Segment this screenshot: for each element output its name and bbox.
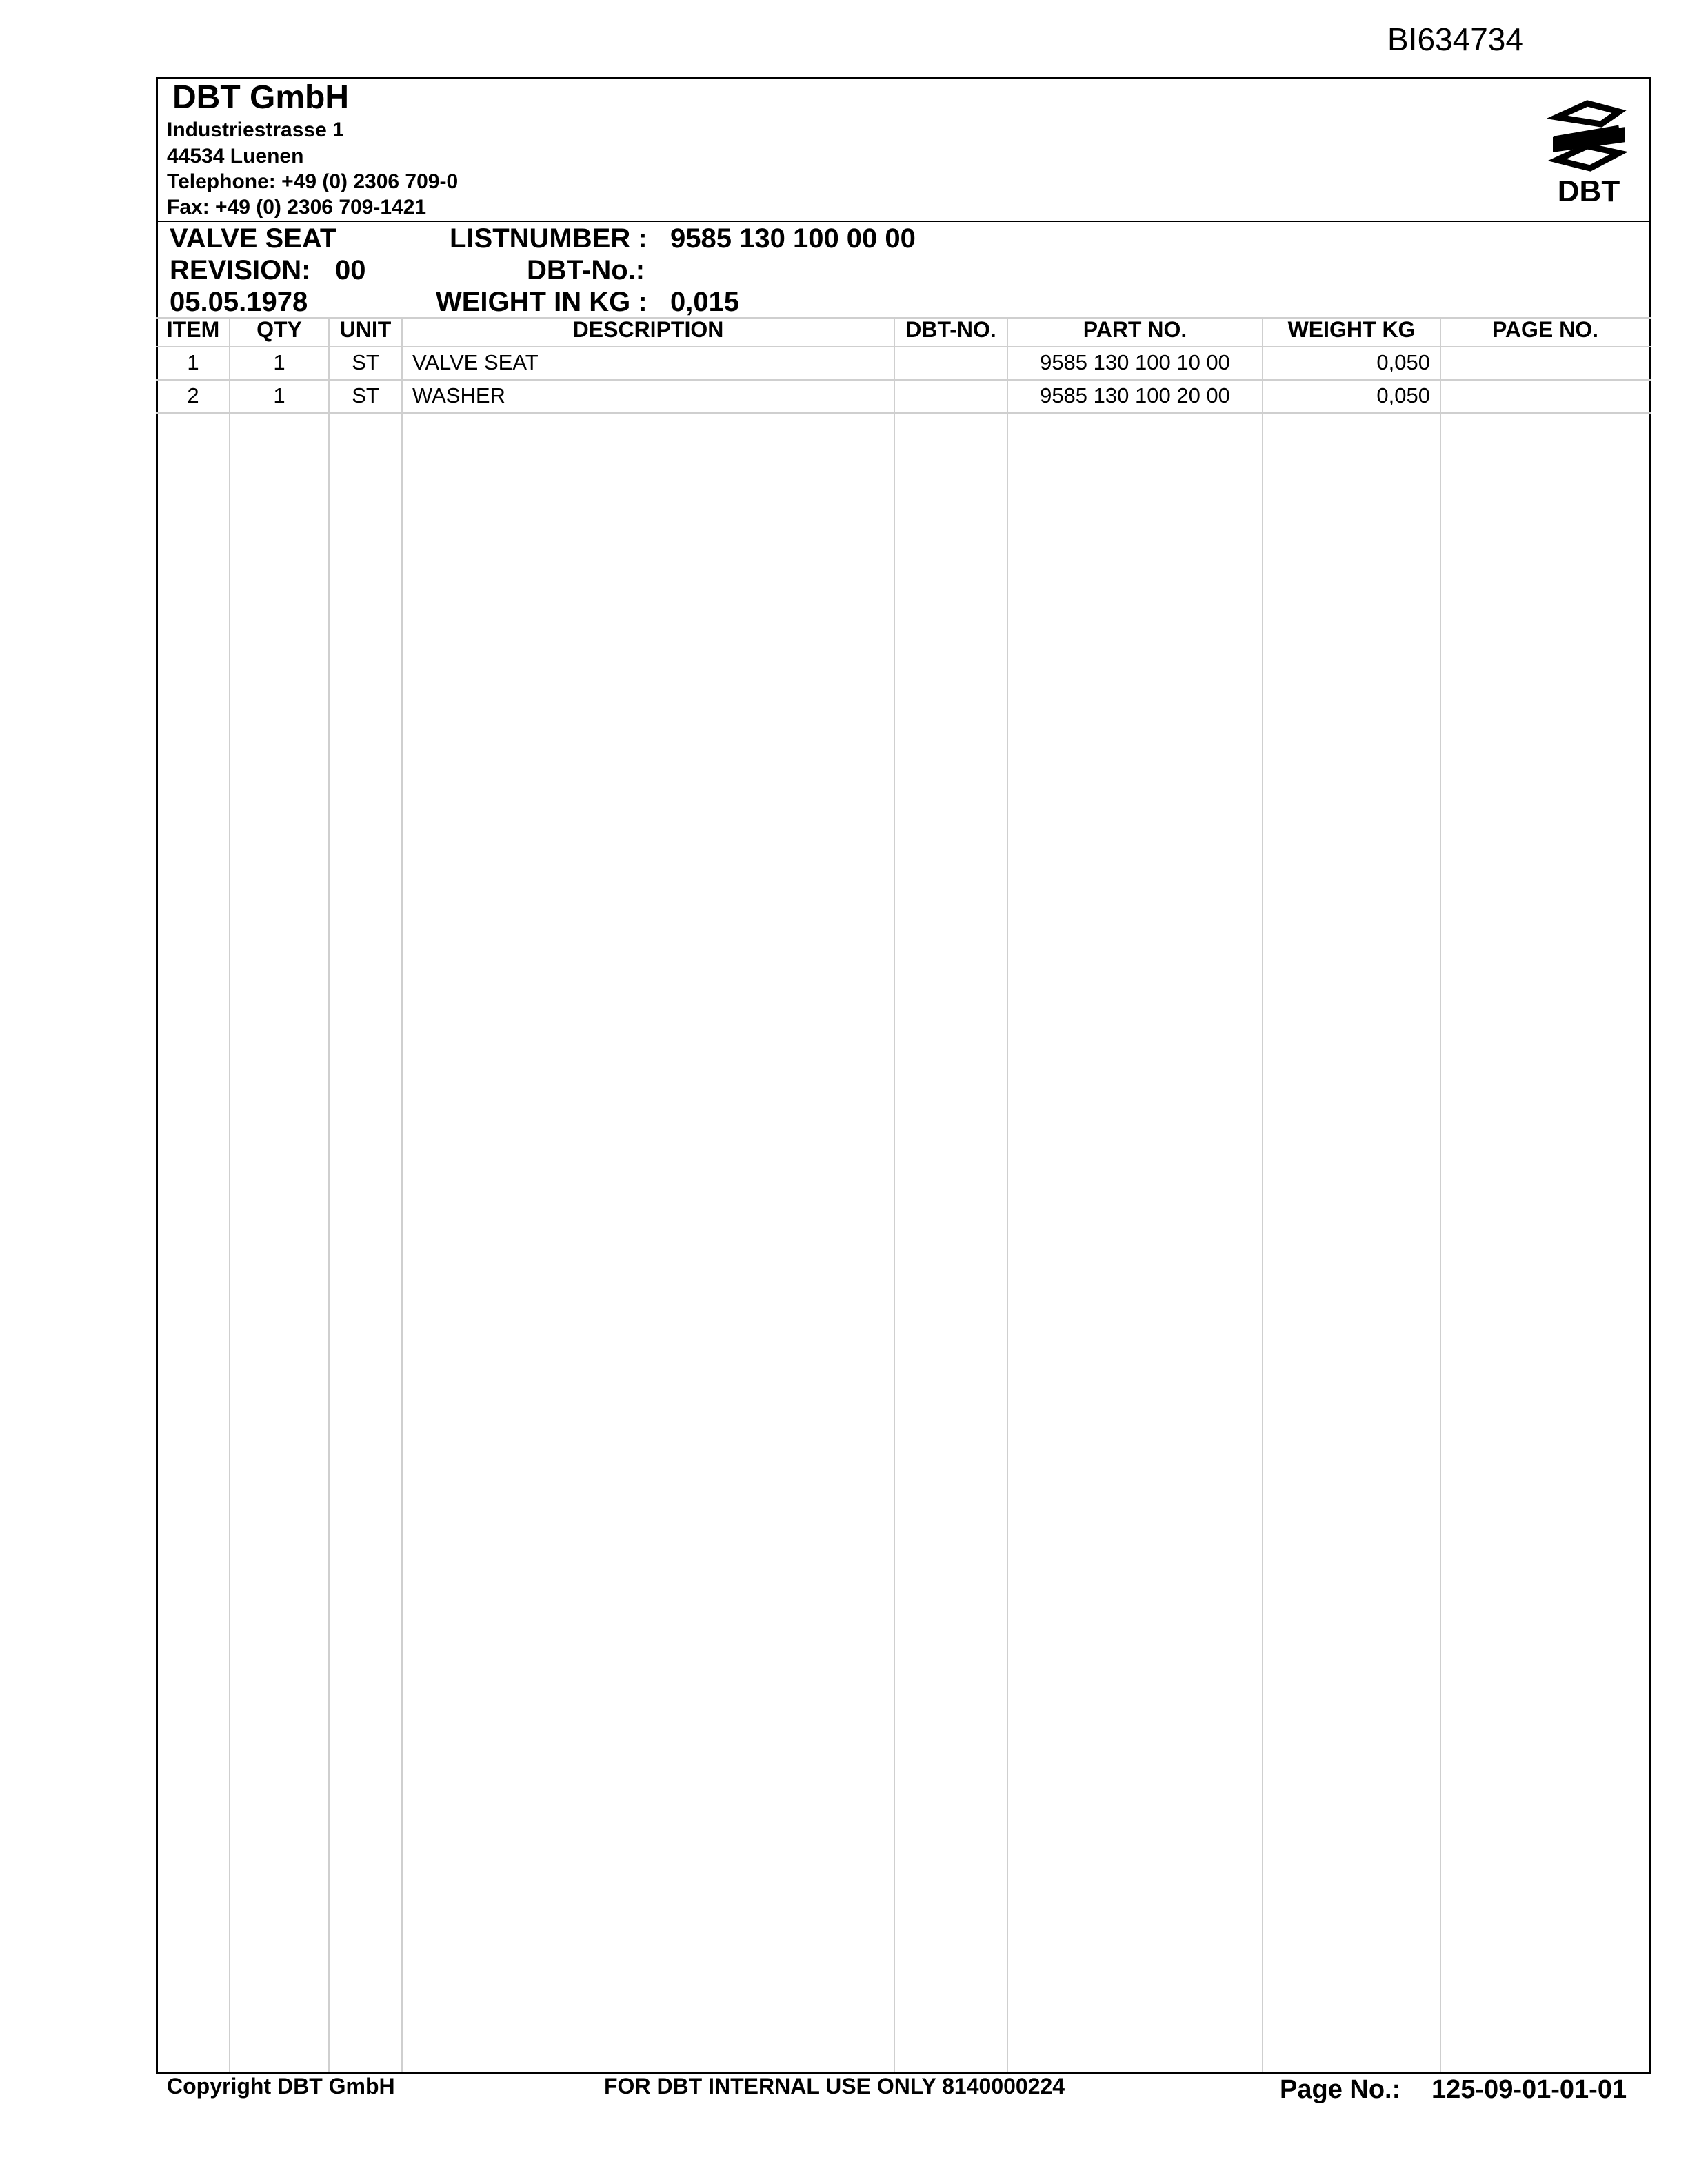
company-name: DBT GmbH <box>172 79 349 116</box>
company-telephone: Telephone: +49 (0) 2306 709-0 <box>167 170 459 193</box>
company-street: Industriestrasse 1 <box>167 119 344 141</box>
row-divider <box>156 412 1651 414</box>
row-divider <box>156 379 1651 381</box>
weight-value: 0,015 <box>670 287 740 317</box>
listnumber-label: LISTNUMBER : <box>450 223 647 254</box>
column-separator <box>1262 317 1263 2072</box>
cell-weight: 0,050 <box>1376 383 1430 407</box>
cell-part-no: 9585 130 100 10 00 <box>1040 350 1230 374</box>
footer-page-label: Page No.: <box>1280 2075 1401 2104</box>
document-id: BI634734 <box>1387 21 1523 57</box>
listnumber-value: 9585 130 100 00 00 <box>670 223 916 254</box>
cell-unit: ST <box>352 383 379 407</box>
cell-description: WASHER <box>412 383 505 407</box>
column-separator <box>328 317 330 2072</box>
revision-value: 00 <box>335 255 366 285</box>
cell-qty: 1 <box>273 350 285 374</box>
company-fax: Fax: +49 (0) 2306 709-1421 <box>167 196 427 219</box>
parts-list-frame <box>156 77 1651 2074</box>
cell-item: 2 <box>187 383 199 407</box>
cell-unit: ST <box>352 350 379 374</box>
list-title: VALVE SEAT <box>170 223 337 254</box>
column-header-page-no: PAGE NO. <box>1491 317 1599 342</box>
cell-qty: 1 <box>273 383 285 407</box>
cell-weight: 0,050 <box>1376 350 1430 374</box>
footer-internal-use: FOR DBT INTERNAL USE ONLY 8140000224 <box>604 2074 1065 2099</box>
revision-label: REVISION: <box>170 255 311 285</box>
column-header-qty: QTY <box>257 317 302 342</box>
column-separator <box>401 317 403 2072</box>
column-separator <box>1007 317 1008 2072</box>
footer-page-number: 125-09-01-01-01 <box>1431 2075 1627 2104</box>
dbt-no-label: DBT-No.: <box>527 255 645 285</box>
cell-item: 1 <box>187 350 199 374</box>
column-header-unit: UNIT <box>339 317 392 342</box>
column-header-dbt-no: DBT-NO. <box>905 317 996 342</box>
column-header-item: ITEM <box>166 317 220 342</box>
cell-description: VALVE SEAT <box>412 350 539 374</box>
weight-label: WEIGHT IN KG : <box>436 287 647 317</box>
column-separator <box>229 317 230 2072</box>
list-date: 05.05.1978 <box>170 287 308 317</box>
column-header-weight: WEIGHT KG <box>1287 317 1416 342</box>
row-divider <box>156 346 1651 347</box>
logo-text: DBT <box>1557 174 1620 207</box>
column-header-part-no: PART NO. <box>1083 317 1187 342</box>
dbt-logo <box>1547 97 1630 207</box>
column-header-description: DESCRIPTION <box>572 317 724 342</box>
column-separator <box>894 317 895 2072</box>
column-separator <box>1440 317 1441 2072</box>
cell-part-no: 9585 130 100 20 00 <box>1040 383 1230 407</box>
footer-copyright: Copyright DBT GmbH <box>167 2074 395 2099</box>
header-divider <box>156 221 1651 222</box>
company-city: 44534 Luenen <box>167 145 304 168</box>
